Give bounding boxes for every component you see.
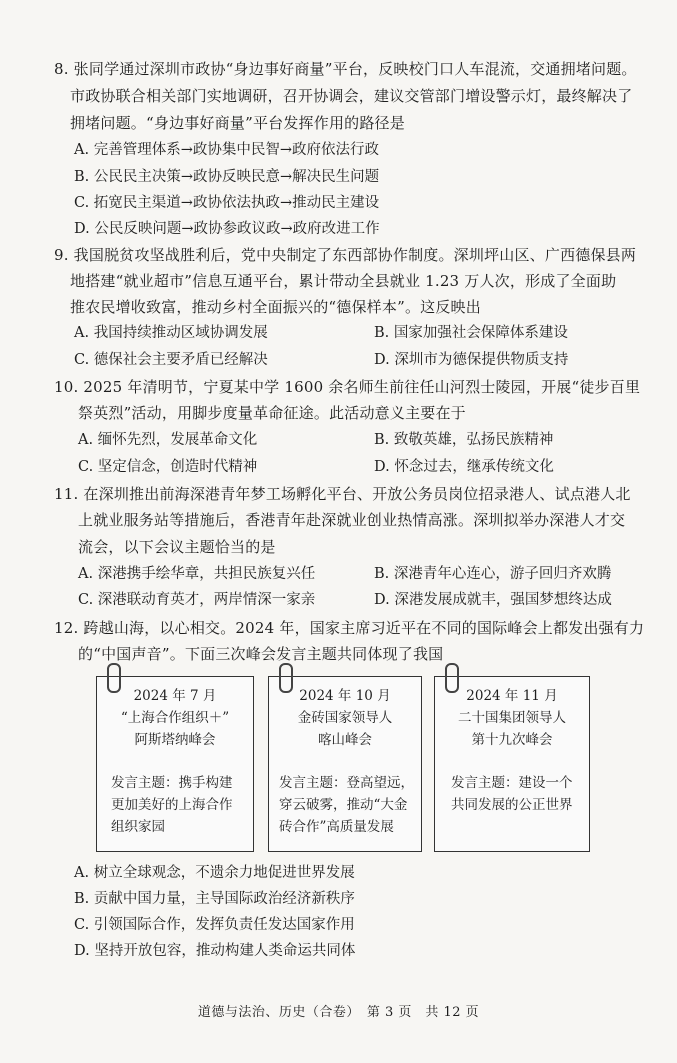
summit-card-2-date: 2024 年 10 月 (299, 688, 391, 704)
summit-card-3-date: 2024 年 11 月 (466, 688, 558, 704)
question-11-option-a[interactable]: A. 深港携手绘华章，共担民族复兴任 (78, 566, 316, 582)
summit-card-3-theme-line-2: 共同发展的公正世界 (451, 797, 573, 813)
question-9-line-3: 推农民增收致富，推动乡村全面振兴的“德保样本”。这反映出 (70, 298, 481, 316)
question-9-option-c[interactable]: C. 德保社会主要矛盾已经解决 (74, 352, 268, 368)
summit-card-1-name-line-2: 阿斯塔纳峰会 (134, 732, 216, 748)
summit-card-3 (434, 676, 590, 852)
summit-card-1 (96, 676, 254, 852)
question-9-line-2: 地搭建“就业超市”信息互通平台，累计带动全县就业 1.23 万人次，形成了全面助 (70, 272, 617, 290)
question-11-line-2: 上就业服务站等措施后，香港青年赴深就业创业热情高涨。深圳拟举办深港人才交 (78, 511, 626, 529)
question-10-line-2: 祭英烈”活动，用脚步度量革命征途。此活动意义主要在于 (78, 404, 466, 422)
question-8-line-1: 8. 张同学通过深圳市政协“身边事好商量”平台，反映校门口人车混流，交通拥堵问题。 (54, 60, 637, 78)
summit-card-2-name-line-2: 喀山峰会 (318, 732, 372, 748)
question-12-option-a[interactable]: A. 树立全球观念，不遗余力地促进世界发展 (74, 865, 355, 881)
summit-card-3-name-line-1: 二十国集团领导人 (458, 710, 566, 726)
question-9-option-b[interactable]: B. 国家加强社会保障体系建设 (374, 325, 568, 341)
question-10-line-1: 10. 2025 年清明节，宁夏某中学 1600 余名师生前往任山河烈士陵园，开展“徒步百里 (54, 378, 641, 396)
question-9-line-1: 9. 我国脱贫攻坚战胜利后，党中央制定了东西部协作制度。深圳坪山区、广西德保县两 (54, 246, 637, 264)
question-8-option-d[interactable]: D. 公民反映问题→政协参政议政→政府改进工作 (74, 221, 380, 237)
question-12-line-1: 12. 跨越山海，以心相交。2024 年，国家主席习近平在不同的国际峰会上都发出强有力 (54, 619, 645, 637)
question-8-option-a[interactable]: A. 完善管理体系→政协集中民智→政府依法行政 (74, 142, 379, 158)
question-11-line-1: 11. 在深圳推出前海深港青年梦工场孵化平台、开放公务员岗位招录港人、试点港人北 (54, 485, 631, 503)
summit-card-1-name-line-1: “上海合作组织＋” (120, 710, 230, 726)
question-8-option-b[interactable]: B. 公民民主决策→政协反映民意→解决民生问题 (74, 169, 380, 185)
question-8-line-3: 拥堵问题。“身边事好商量”平台发挥作用的路径是 (70, 114, 405, 132)
question-12-option-b[interactable]: B. 贡献中国力量，主导国际政治经济新秩序 (74, 891, 355, 907)
summit-card-2 (268, 676, 422, 852)
summit-card-2-theme-line-3: 砖合作”高质量发展 (279, 819, 394, 835)
summit-card-2-theme-line-1: 发言主题：登高望远， (279, 775, 414, 791)
summit-card-2-theme-line-2: 穿云破雾，推动“大金 (279, 797, 408, 813)
summit-card-2-name-line-1: 金砖国家领导人 (297, 710, 393, 726)
question-11-line-3: 流会，以下会议主题恰当的是 (78, 538, 276, 556)
summit-card-3-theme-line-1: 发言主题：建设一个 (451, 775, 573, 791)
question-12-line-2: 的“中国声音”。下面三次峰会发言主题共同体现了我国 (78, 645, 444, 663)
question-8-line-2: 市政协联合相关部门实地调研，召开协调会，建议交管部门增设警示灯，最终解决了 (70, 87, 633, 105)
page-footer: 道德与法治、历史（合卷） 第 3 页 共 12 页 (197, 1005, 480, 1020)
summit-card-1-theme-line-3: 组织家园 (111, 819, 165, 835)
question-11-option-b[interactable]: B. 深港青年心连心，游子回归齐欢腾 (374, 566, 612, 582)
question-10-option-d[interactable]: D. 怀念过去，继承传统文化 (374, 459, 554, 475)
summit-card-3-name-line-2: 第十九次峰会 (471, 732, 553, 748)
summit-card-1-theme-line-2: 更加美好的上海合作 (111, 797, 233, 813)
question-10-option-c[interactable]: C. 坚定信念，创造时代精神 (78, 459, 258, 475)
question-9-option-a[interactable]: A. 我国持续推动区域协调发展 (74, 325, 268, 341)
question-11-option-d[interactable]: D. 深港发展成就丰，强国梦想终达成 (374, 592, 612, 608)
question-11-option-c[interactable]: C. 深港联动育英才，两岸情深一家亲 (78, 592, 316, 608)
question-9-option-d[interactable]: D. 深圳市为德保提供物质支持 (374, 352, 569, 368)
question-12-option-d[interactable]: D. 坚持开放包容，推动构建人类命运共同体 (74, 943, 356, 959)
question-8-option-c[interactable]: C. 拓宽民主渠道→政协依法执政→推动民主建设 (74, 195, 380, 211)
summit-card-1-date: 2024 年 7 月 (133, 688, 217, 704)
summit-card-1-theme-line-1: 发言主题：携手构建 (111, 775, 233, 791)
question-12-option-c[interactable]: C. 引领国际合作，发挥负责任发达国家作用 (74, 917, 355, 933)
question-10-option-b[interactable]: B. 致敬英雄，弘扬民族精神 (374, 432, 554, 448)
question-10-option-a[interactable]: A. 缅怀先烈，发展革命文化 (78, 432, 258, 448)
